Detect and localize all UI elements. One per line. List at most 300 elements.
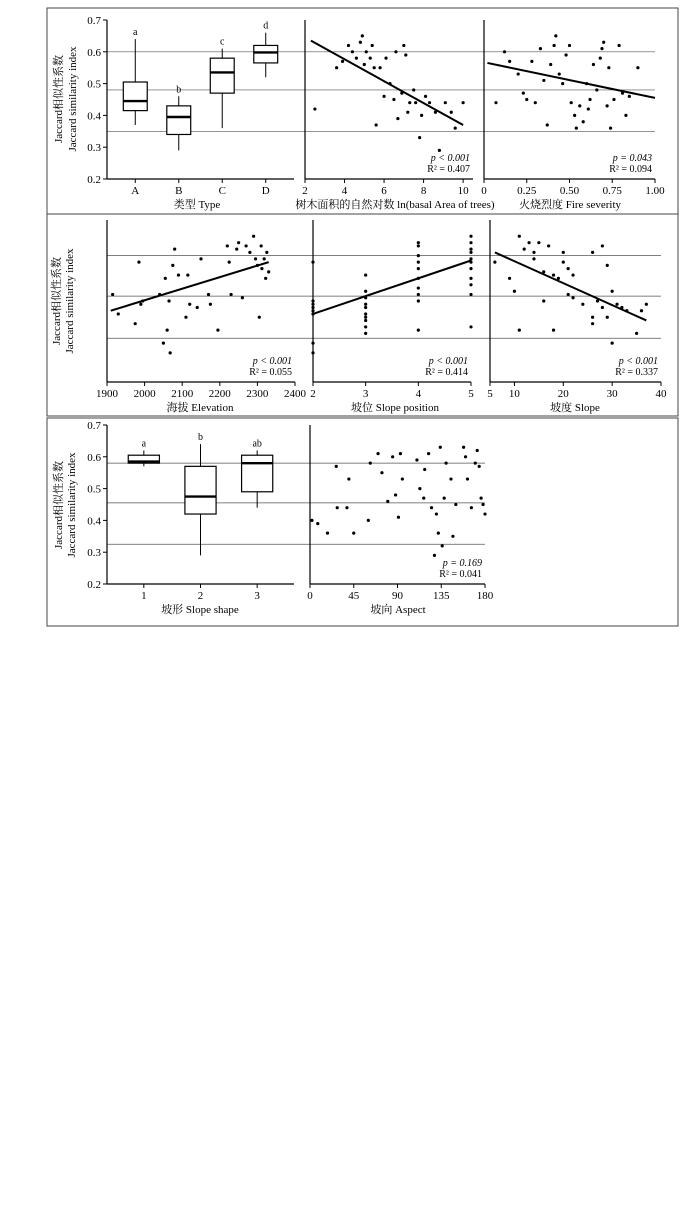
data-point	[564, 53, 567, 56]
data-point	[562, 261, 565, 264]
panel-shape	[47, 418, 678, 626]
x-tick-label: 1.00	[645, 185, 665, 197]
r-squared: R² = 0.094	[609, 164, 652, 175]
data-point	[539, 47, 542, 50]
x-tick-label: 0.25	[517, 185, 537, 197]
data-point	[364, 312, 367, 315]
x-tick-label: 2000	[133, 388, 156, 400]
data-point	[481, 503, 484, 506]
data-point	[384, 57, 387, 60]
data-point	[636, 66, 639, 69]
x-tick-label: 6	[381, 185, 387, 197]
data-point	[635, 332, 638, 335]
data-point	[311, 299, 314, 302]
data-point	[469, 267, 472, 270]
x-tick-label: 135	[433, 590, 450, 602]
x-tick-label: 0	[307, 590, 313, 602]
x-axis-label: 树木面积的自然对数 ln(basal Area of trees)	[295, 199, 495, 211]
data-point	[532, 257, 535, 260]
data-point	[437, 532, 440, 535]
data-point	[355, 57, 358, 60]
data-point	[449, 477, 452, 480]
significance-letter: b	[176, 84, 182, 96]
x-tick-label: 2200	[208, 388, 231, 400]
box-iqr	[210, 58, 234, 93]
p-value: p < 0.001	[430, 153, 470, 164]
data-point	[567, 267, 570, 270]
data-point	[188, 303, 191, 306]
data-point	[375, 123, 378, 126]
data-point	[394, 493, 397, 496]
data-point	[417, 286, 420, 289]
box-C	[210, 37, 234, 197]
data-point	[335, 465, 338, 468]
data-point	[417, 293, 420, 296]
y-tick-label: 0.2	[87, 174, 101, 186]
data-point	[532, 251, 535, 254]
data-point	[581, 303, 584, 306]
data-point	[418, 487, 421, 490]
regression-line	[313, 261, 471, 314]
y-tick-label: 0.3	[87, 547, 101, 560]
data-point	[418, 136, 421, 139]
y-tick-label: 0.2	[87, 579, 101, 591]
data-point	[518, 329, 521, 332]
row3-ylabel	[51, 452, 78, 558]
data-point	[600, 47, 603, 50]
data-point	[645, 303, 648, 306]
data-point	[525, 98, 528, 101]
data-point	[391, 455, 394, 458]
data-point	[427, 452, 430, 455]
data-point	[553, 44, 556, 47]
x-tick-label: 2	[302, 185, 308, 197]
data-point	[571, 273, 574, 276]
data-point	[428, 101, 431, 104]
data-point	[549, 63, 552, 66]
data-point	[229, 293, 232, 296]
data-point	[554, 34, 557, 37]
data-point	[351, 50, 354, 53]
x-tick-label: 0	[481, 185, 487, 197]
data-point	[430, 506, 433, 509]
data-point	[423, 468, 426, 471]
x-tick-label: 1	[141, 590, 147, 602]
data-point	[363, 63, 366, 66]
x-tick-label: 90	[392, 590, 403, 602]
data-point	[464, 455, 467, 458]
data-point	[316, 522, 319, 525]
x-tick-label: 4	[341, 185, 348, 197]
box-2	[185, 432, 216, 602]
row2-ylabel	[49, 248, 76, 354]
box-iqr	[123, 82, 147, 111]
data-point	[241, 296, 244, 299]
data-point	[399, 452, 402, 455]
data-point	[311, 306, 314, 309]
data-point	[260, 267, 263, 270]
box-D	[254, 21, 278, 197]
panel-slopepos	[310, 220, 474, 414]
regression-line	[311, 41, 463, 125]
data-point	[570, 101, 573, 104]
row1-ylabel	[51, 46, 79, 152]
data-point	[469, 241, 472, 244]
regression-line	[495, 252, 646, 320]
data-point	[336, 506, 339, 509]
significance-letter: c	[220, 36, 225, 48]
data-point	[601, 244, 604, 247]
x-tick-label: 180	[476, 590, 494, 602]
panel-elev	[47, 214, 678, 416]
data-point	[134, 322, 137, 325]
panel-basal	[295, 20, 495, 211]
r-squared: R² = 0.055	[249, 367, 292, 378]
box-B	[167, 84, 191, 197]
data-point	[617, 44, 620, 47]
data-point	[347, 477, 350, 480]
data-point	[364, 290, 367, 293]
y-tick-label: 0.6	[87, 451, 101, 464]
data-point	[117, 312, 120, 315]
r-squared: R² = 0.414	[425, 367, 468, 378]
data-point	[599, 57, 602, 60]
data-point	[537, 241, 540, 244]
panel-slope	[487, 220, 667, 414]
data-point	[137, 261, 140, 264]
data-point	[404, 53, 407, 56]
y-tick-label: 0.5	[87, 483, 101, 496]
x-tick-label: 0.50	[559, 185, 580, 197]
data-point	[517, 72, 520, 75]
data-point	[252, 235, 255, 238]
data-point	[606, 104, 609, 107]
x-axis-label: 类型 Type	[173, 199, 221, 211]
data-point	[602, 41, 605, 44]
data-point	[469, 277, 472, 280]
data-point	[228, 261, 231, 264]
x-tick-label: 8	[420, 185, 427, 197]
data-point	[424, 95, 427, 98]
data-point	[326, 532, 329, 535]
data-point	[364, 332, 367, 335]
data-point	[402, 44, 405, 47]
y-tick-label: 0.7	[87, 420, 101, 432]
row1-ylabel-en: Jaccard similarity index	[67, 46, 79, 152]
x-axis-label: 坡度 Slope	[550, 402, 600, 414]
data-point	[401, 477, 404, 480]
data-point	[248, 251, 251, 254]
data-point	[422, 497, 425, 500]
x-tick-label: 10	[508, 388, 520, 400]
r-squared: R² = 0.337	[615, 367, 658, 378]
data-point	[166, 329, 169, 332]
p-value: p < 0.001	[252, 356, 292, 367]
data-point	[376, 452, 379, 455]
data-point	[263, 257, 266, 260]
r-squared: R² = 0.407	[427, 164, 470, 175]
box-iqr	[254, 45, 278, 62]
data-point	[591, 316, 594, 319]
data-point	[611, 342, 614, 345]
data-point	[439, 446, 442, 449]
data-point	[478, 465, 481, 468]
data-point	[335, 66, 338, 69]
x-tick-label: 1900	[96, 388, 118, 400]
p-value: p = 0.169	[442, 558, 482, 569]
data-point	[173, 248, 176, 251]
data-point	[601, 306, 604, 309]
data-point	[469, 248, 472, 251]
data-point	[466, 477, 469, 480]
data-point	[568, 44, 571, 47]
x-tick-label: 30	[606, 388, 618, 400]
data-point	[367, 519, 370, 522]
data-point	[394, 50, 397, 53]
data-point	[237, 241, 240, 244]
data-point	[345, 506, 348, 509]
data-point	[364, 306, 367, 309]
data-point	[369, 57, 372, 60]
data-point	[420, 114, 423, 117]
data-point	[186, 273, 189, 276]
y-tick-label: 0.4	[87, 110, 101, 123]
data-point	[518, 235, 521, 238]
x-tick-label: 0.75	[602, 185, 622, 197]
data-point	[207, 293, 210, 296]
data-point	[364, 273, 367, 276]
data-point	[417, 329, 420, 332]
significance-letter: a	[133, 27, 138, 39]
data-point	[417, 261, 420, 264]
data-point	[469, 293, 472, 296]
p-value: p = 0.043	[612, 153, 652, 164]
box-iqr	[242, 455, 273, 492]
box-1	[128, 438, 159, 602]
panel-fire	[481, 20, 665, 211]
data-point	[609, 127, 612, 130]
data-point	[433, 554, 436, 557]
row3-ylabel-cn: Jaccard相似性系数	[53, 461, 65, 549]
data-point	[591, 251, 594, 254]
data-point	[369, 462, 372, 465]
data-point	[454, 127, 457, 130]
data-point	[578, 104, 581, 107]
x-tick-label: A	[131, 185, 140, 197]
data-point	[412, 88, 415, 91]
data-point	[311, 342, 314, 345]
data-point	[359, 41, 362, 44]
data-point	[571, 296, 574, 299]
data-point	[443, 497, 446, 500]
data-point	[567, 293, 570, 296]
panel-aspect	[307, 425, 494, 616]
y-tick-label: 0.6	[87, 46, 101, 59]
data-point	[547, 244, 550, 247]
data-point	[530, 60, 533, 63]
x-tick-label: 2	[197, 590, 204, 602]
data-point	[396, 117, 399, 120]
data-point	[169, 351, 172, 354]
data-point	[216, 329, 219, 332]
box-A	[123, 27, 147, 197]
x-tick-label: 10	[457, 185, 469, 197]
data-point	[341, 60, 344, 63]
data-point	[415, 458, 418, 461]
data-point	[347, 44, 350, 47]
data-point	[450, 111, 453, 114]
x-axis-label: 坡位 Slope position	[350, 402, 440, 414]
data-point	[417, 241, 420, 244]
data-point	[352, 532, 355, 535]
data-point	[612, 98, 615, 101]
data-point	[640, 309, 643, 312]
x-tick-label: B	[175, 185, 183, 197]
x-tick-label: C	[218, 185, 226, 197]
data-point	[408, 101, 411, 104]
data-point	[476, 449, 479, 452]
significance-letter: d	[263, 20, 269, 32]
data-point	[265, 251, 268, 254]
data-point	[469, 283, 472, 286]
data-point	[435, 512, 438, 515]
data-point	[365, 50, 368, 53]
data-point	[483, 512, 486, 515]
data-point	[454, 503, 457, 506]
data-point	[167, 299, 170, 302]
data-point	[235, 248, 238, 251]
data-point	[171, 264, 174, 267]
data-point	[311, 303, 314, 306]
data-point	[546, 123, 549, 126]
data-point	[379, 66, 382, 69]
x-tick-label: 45	[348, 590, 360, 602]
data-point	[438, 149, 441, 152]
data-point	[607, 66, 610, 69]
data-point	[311, 261, 314, 264]
row1-ylabel-cn: Jaccard相似性系数	[53, 55, 65, 143]
y-tick-label: 0.4	[87, 515, 101, 528]
data-point	[417, 267, 420, 270]
data-point	[226, 244, 229, 247]
data-point	[380, 471, 383, 474]
data-point	[196, 306, 199, 309]
data-point	[441, 544, 444, 547]
data-point	[573, 114, 576, 117]
row3-ylabel-en: Jaccard similarity index	[66, 452, 78, 558]
data-point	[542, 79, 545, 82]
x-tick-label: 5	[468, 388, 474, 400]
data-point	[184, 316, 187, 319]
data-point	[575, 127, 578, 130]
data-point	[406, 111, 409, 114]
data-point	[582, 120, 585, 123]
x-axis-label: 海拔 Elevation	[166, 402, 234, 414]
y-tick-label: 0.3	[87, 142, 101, 155]
data-point	[591, 322, 594, 325]
data-point	[508, 60, 511, 63]
data-point	[513, 290, 516, 293]
x-axis-label: 火烧烈度 Fire severity	[518, 199, 622, 211]
data-point	[310, 519, 313, 522]
data-point	[469, 251, 472, 254]
data-point	[470, 506, 473, 509]
data-point	[177, 273, 180, 276]
data-point	[364, 316, 367, 319]
data-point	[417, 244, 420, 247]
data-point	[245, 244, 248, 247]
data-point	[595, 88, 598, 91]
data-point	[562, 251, 565, 254]
data-point	[469, 325, 472, 328]
data-point	[311, 351, 314, 354]
data-point	[522, 92, 525, 95]
data-point	[527, 241, 530, 244]
significance-letter: b	[198, 432, 203, 444]
data-point	[164, 277, 167, 280]
row2-ylabel-cn: Jaccard相似性系数	[51, 257, 63, 345]
x-tick-label: 3	[254, 590, 260, 602]
data-point	[494, 101, 497, 104]
data-point	[508, 277, 511, 280]
data-point	[267, 270, 270, 273]
box-iqr	[167, 106, 191, 135]
data-point	[606, 264, 609, 267]
x-axis-label: 坡向 Aspect	[370, 604, 426, 616]
data-point	[480, 497, 483, 500]
data-point	[534, 101, 537, 104]
data-point	[139, 303, 142, 306]
data-point	[209, 303, 212, 306]
data-point	[364, 325, 367, 328]
data-point	[503, 50, 506, 53]
data-point	[417, 254, 420, 257]
x-tick-label: 2400	[284, 388, 306, 400]
data-point	[392, 98, 395, 101]
data-point	[615, 303, 618, 306]
data-point	[371, 44, 374, 47]
significance-letter: ab	[252, 438, 262, 450]
data-point	[313, 107, 316, 110]
data-point	[592, 63, 595, 66]
data-point	[386, 500, 389, 503]
data-point	[397, 516, 400, 519]
row-frame	[47, 214, 678, 416]
data-point	[199, 257, 202, 260]
regression-line	[487, 63, 655, 98]
data-point	[523, 248, 526, 251]
p-value: p < 0.001	[428, 356, 468, 367]
data-point	[162, 342, 165, 345]
panel-type	[47, 8, 678, 214]
data-point	[260, 244, 263, 247]
data-point	[493, 261, 496, 264]
x-axis-label: 坡形 Slope shape	[161, 604, 239, 616]
data-point	[417, 299, 420, 302]
data-point	[552, 329, 555, 332]
x-tick-label: 5	[487, 388, 493, 400]
box-iqr	[185, 466, 216, 514]
data-point	[264, 277, 267, 280]
data-point	[558, 72, 561, 75]
x-tick-label: 2	[310, 388, 316, 400]
data-point	[588, 98, 591, 101]
x-tick-label: 40	[655, 388, 667, 400]
data-point	[382, 95, 385, 98]
data-point	[611, 290, 614, 293]
data-point	[552, 273, 555, 276]
data-point	[364, 303, 367, 306]
